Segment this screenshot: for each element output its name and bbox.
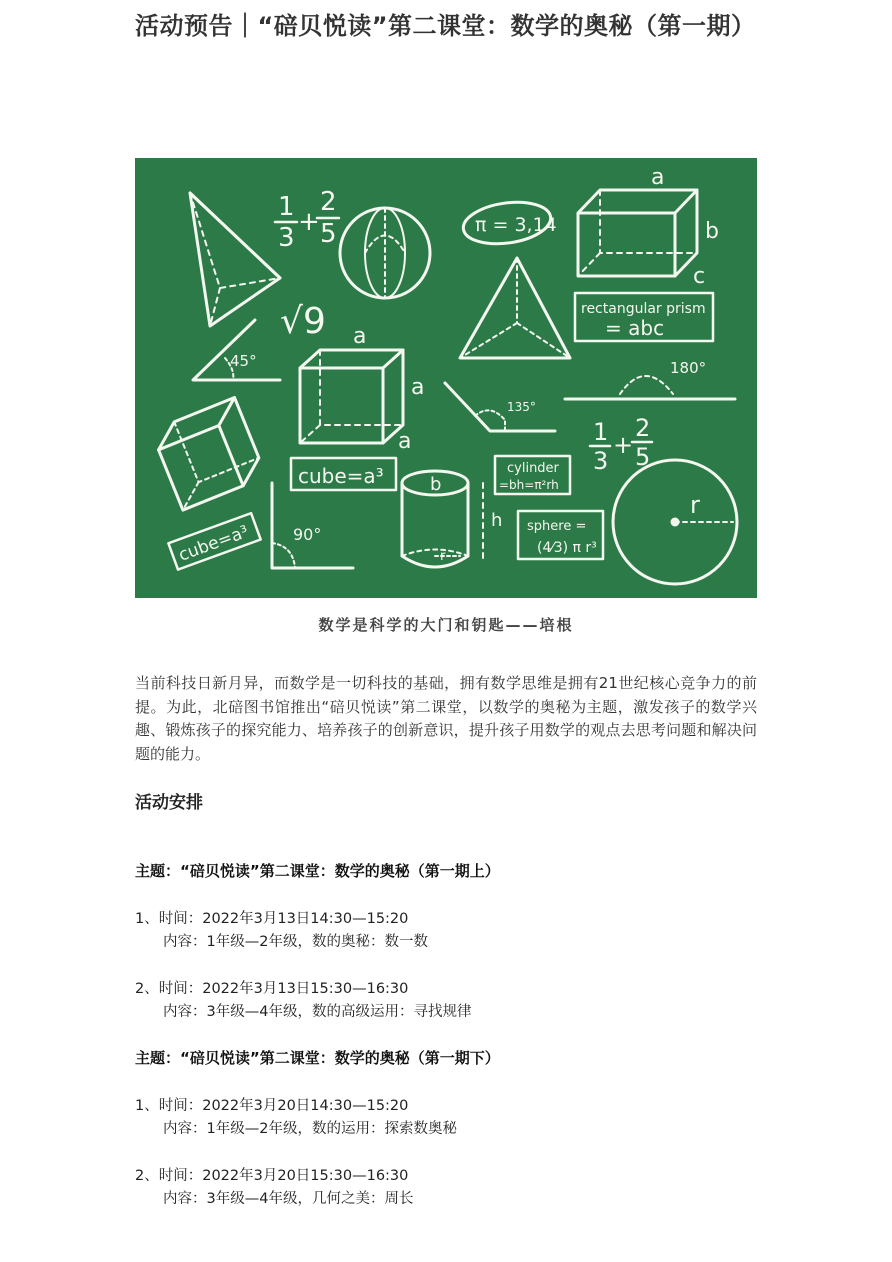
- article-title: 活动预告｜“碚贝悦读”第二课堂：数学的奥秘（第一期）: [135, 12, 756, 40]
- angle-180-label: 180°: [670, 359, 707, 377]
- fraction-4-den: 5: [635, 443, 651, 471]
- schedule-item-content: 内容：3年级—4年级，数的高级运用：寻找规律: [163, 1004, 472, 1020]
- prism-c-label: c: [693, 264, 706, 289]
- fraction-2-num: 2: [320, 187, 337, 217]
- intro-paragraph: 当前科技日新月异，而数学是一切科技的基础，拥有数学思维是拥有21世纪核心竞争力的前提。为此，北碚图书馆推出“碚贝悦读”第二课堂，以数学的奥秘为主题，激发孩子的数学兴趣、锻炼孩子的探究能力、培养孩子的创新意识，提升孩子用数学的观点去思考问题和解决问题的能力。: [135, 674, 757, 763]
- fraction-1-den: 3: [278, 223, 295, 253]
- angle-45-label: 45°: [230, 352, 257, 370]
- cube-a-top: a: [353, 324, 367, 349]
- schedule-item-time: 2、时间：2022年3月20日15:30—16:30: [135, 1168, 409, 1184]
- schedule-item-content: 内容：1年级—2年级，数的奥秘：数一数: [163, 934, 428, 950]
- circle-r-label: r: [690, 491, 700, 519]
- fraction-2-den: 5: [320, 219, 337, 249]
- cylinder-b-label: b: [430, 474, 442, 495]
- schedule-item-time: 1、时间：2022年3月13日14:30—15:20: [135, 911, 409, 927]
- cylinder-h-label: h: [491, 510, 503, 531]
- cube-formula-label-2: cube=a³: [176, 521, 252, 566]
- prism-a-label: a: [651, 165, 665, 190]
- schedule-item-content: 内容：3年级—4年级，几何之美：周长: [163, 1191, 414, 1207]
- chalkboard-image: [135, 158, 757, 598]
- cylinder-formula-line-2: =bh=π²rh: [499, 478, 559, 492]
- cube-a-right: a: [411, 375, 425, 400]
- cube-a-bottom: a: [398, 429, 412, 454]
- prism-formula-line-2: = abc: [605, 316, 665, 340]
- cylinder-r-label: r: [440, 549, 446, 564]
- prism-b-label: b: [705, 219, 719, 244]
- angle-135-label: 135°: [507, 400, 536, 414]
- section-heading: 活动安排: [135, 793, 203, 813]
- sphere-formula-line-1: sphere =: [527, 519, 587, 534]
- angle-90-label: 90°: [293, 525, 322, 544]
- fraction-3-plus: +: [613, 431, 634, 459]
- schedule-theme: 主题：“碚贝悦读”第二课堂：数学的奥秘（第一期下）: [135, 1049, 500, 1067]
- cube-formula-label: cube=a³: [298, 464, 384, 488]
- sqrt-label: √9: [280, 301, 326, 342]
- sphere-formula-line-2: (4⁄3) π r³: [537, 540, 597, 556]
- fraction-4-num: 2: [635, 414, 651, 442]
- fraction-1-num: 1: [278, 192, 295, 222]
- fraction-plus: +: [298, 207, 320, 237]
- schedule-item-time: 2、时间：2022年3月13日15:30—16:30: [135, 981, 409, 997]
- cylinder-formula-line-1: cylinder: [507, 461, 559, 476]
- fraction-3-num: 1: [593, 418, 609, 446]
- schedule-item-content: 内容：1年级—2年级，数的运用：探索数奥秘: [163, 1121, 457, 1137]
- prism-formula-line-1: rectangular prism: [581, 301, 706, 317]
- fraction-3-den: 3: [593, 447, 609, 475]
- image-caption: 数学是科学的大门和钥匙——培根: [318, 616, 574, 634]
- schedule-item-time: 1、时间：2022年3月20日14:30—15:20: [135, 1098, 409, 1114]
- schedule-theme: 主题：“碚贝悦读”第二课堂：数学的奥秘（第一期上）: [135, 862, 500, 880]
- pi-label: π = 3,14: [475, 214, 557, 236]
